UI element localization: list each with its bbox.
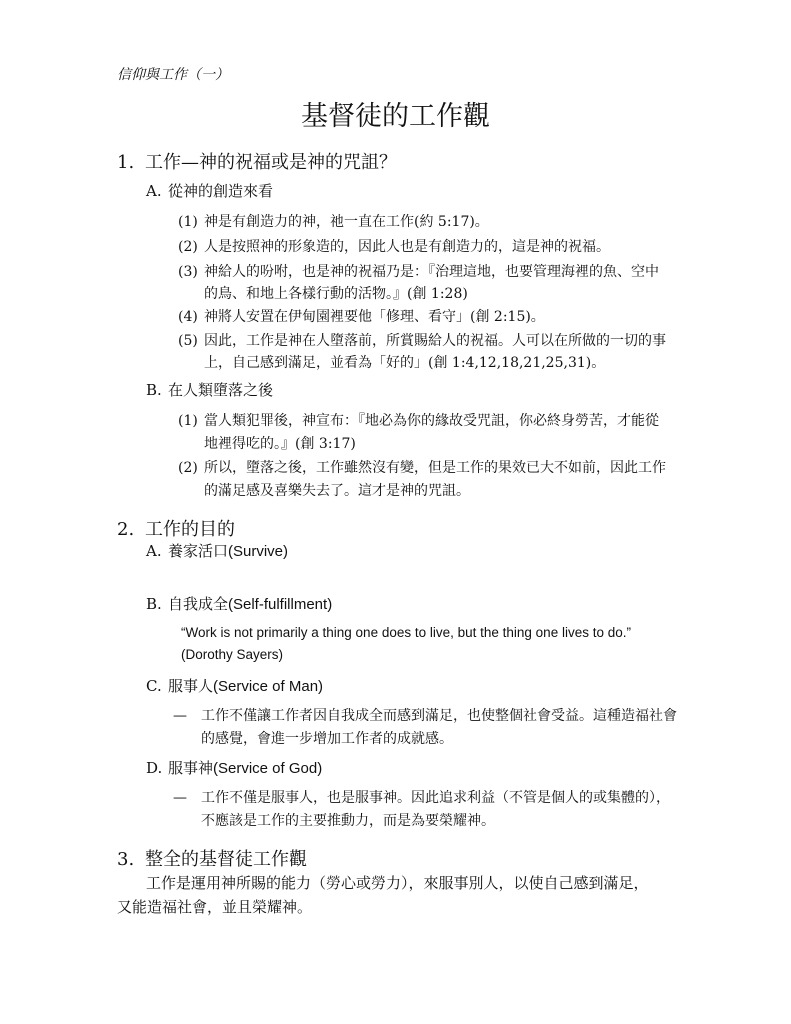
dash-item-continuation: 不應該是工作的主要推動力，而是為要榮耀神。	[201, 813, 495, 829]
summary-paragraph-line: 工作是運用神所賜的能力（勞心或勞力），來服事別人，以使自己感到滿足，	[146, 874, 649, 892]
subsection-2a-heading: A. 養家活口(Survive)	[146, 542, 289, 560]
section-1-heading	[117, 148, 397, 174]
subsection-2d-heading: D. 服事神(Service of God)	[146, 759, 323, 777]
list-item-continuation: 地裡得吃的。』(創 3:17)	[204, 436, 356, 452]
section-2-heading	[117, 515, 235, 541]
list-item: (5) 因此，工作是神在人墮落前，所賞賜給人的祝福。人可以在所做的一切的事	[178, 333, 666, 349]
list-item: (2) 所以，墮落之後，工作雖然沒有變，但是工作的果效已大不如前，因此工作	[178, 460, 666, 476]
summary-paragraph-line: 又能造福社會，並且榮耀神。	[117, 898, 313, 916]
list-item: (2) 人是按照神的形象造的，因此人也是有創造力的，這是神的祝福。	[178, 239, 610, 255]
section-3-heading	[117, 845, 307, 871]
section-title: 工作—神的祝福或是神的咒詛？	[145, 152, 397, 173]
list-item: (4) 神將人安置在伊甸園裡要他「修理、看守」(創 2:15)。	[178, 309, 545, 325]
section-number: 1.	[117, 152, 135, 173]
list-item: (3) 神給人的吩咐，也是神的祝福乃是：『治理這地，也要管理海裡的魚、空中	[178, 264, 659, 280]
subsection-1a-heading: A. 從神的創造來看	[146, 182, 274, 200]
list-item-continuation: 的鳥、和地上各樣行動的活物。』(創 1:28)	[204, 286, 468, 302]
section-number: 3.	[117, 849, 135, 870]
dash-item-continuation: 的感覺，會進一步增加工作者的成就感。	[201, 731, 453, 747]
section-number: 2.	[117, 519, 135, 540]
subsection-1b-heading: B. 在人類墮落之後	[146, 381, 274, 399]
list-item: (1) 神是有創造力的神，祂一直在工作(約 5:17)。	[178, 214, 489, 230]
quote-line: “Work is not primarily a thing one does to live, but the thing one lives to do.”	[181, 625, 631, 640]
list-item-continuation: 的滿足感及喜樂失去了。這才是神的咒詛。	[204, 483, 470, 499]
section-title: 整全的基督徒工作觀	[145, 849, 307, 870]
dash-item: — 工作不僅讓工作者因自我成全而感到滿足，也使整個社會受益。這種造福社會	[173, 708, 677, 724]
section-title: 工作的目的	[145, 519, 235, 540]
dash-bullet: —	[173, 790, 187, 806]
dash-bullet: —	[173, 708, 187, 724]
header-note: 信仰與工作（一）	[117, 67, 229, 83]
subsection-2b-heading: B. 自我成全(Self-fulfillment)	[146, 595, 333, 613]
subsection-2c-heading: C. 服事人(Service of Man)	[146, 677, 324, 695]
dash-item: — 工作不僅是服事人，也是服事神。因此追求利益（不管是個人的或集體的），	[173, 790, 670, 806]
list-item-continuation: 上，自己感到滿足，並看為「好的」(創 1:4,12,18,21,25,31)。	[204, 355, 606, 371]
list-item: (1) 當人類犯罪後，神宣布：『地必為你的緣故受咒詛，你必終身勞苦，才能從	[178, 413, 659, 429]
page-title: 基督徒的工作觀	[301, 101, 490, 132]
quote-attribution: (Dorothy Sayers)	[181, 647, 284, 662]
